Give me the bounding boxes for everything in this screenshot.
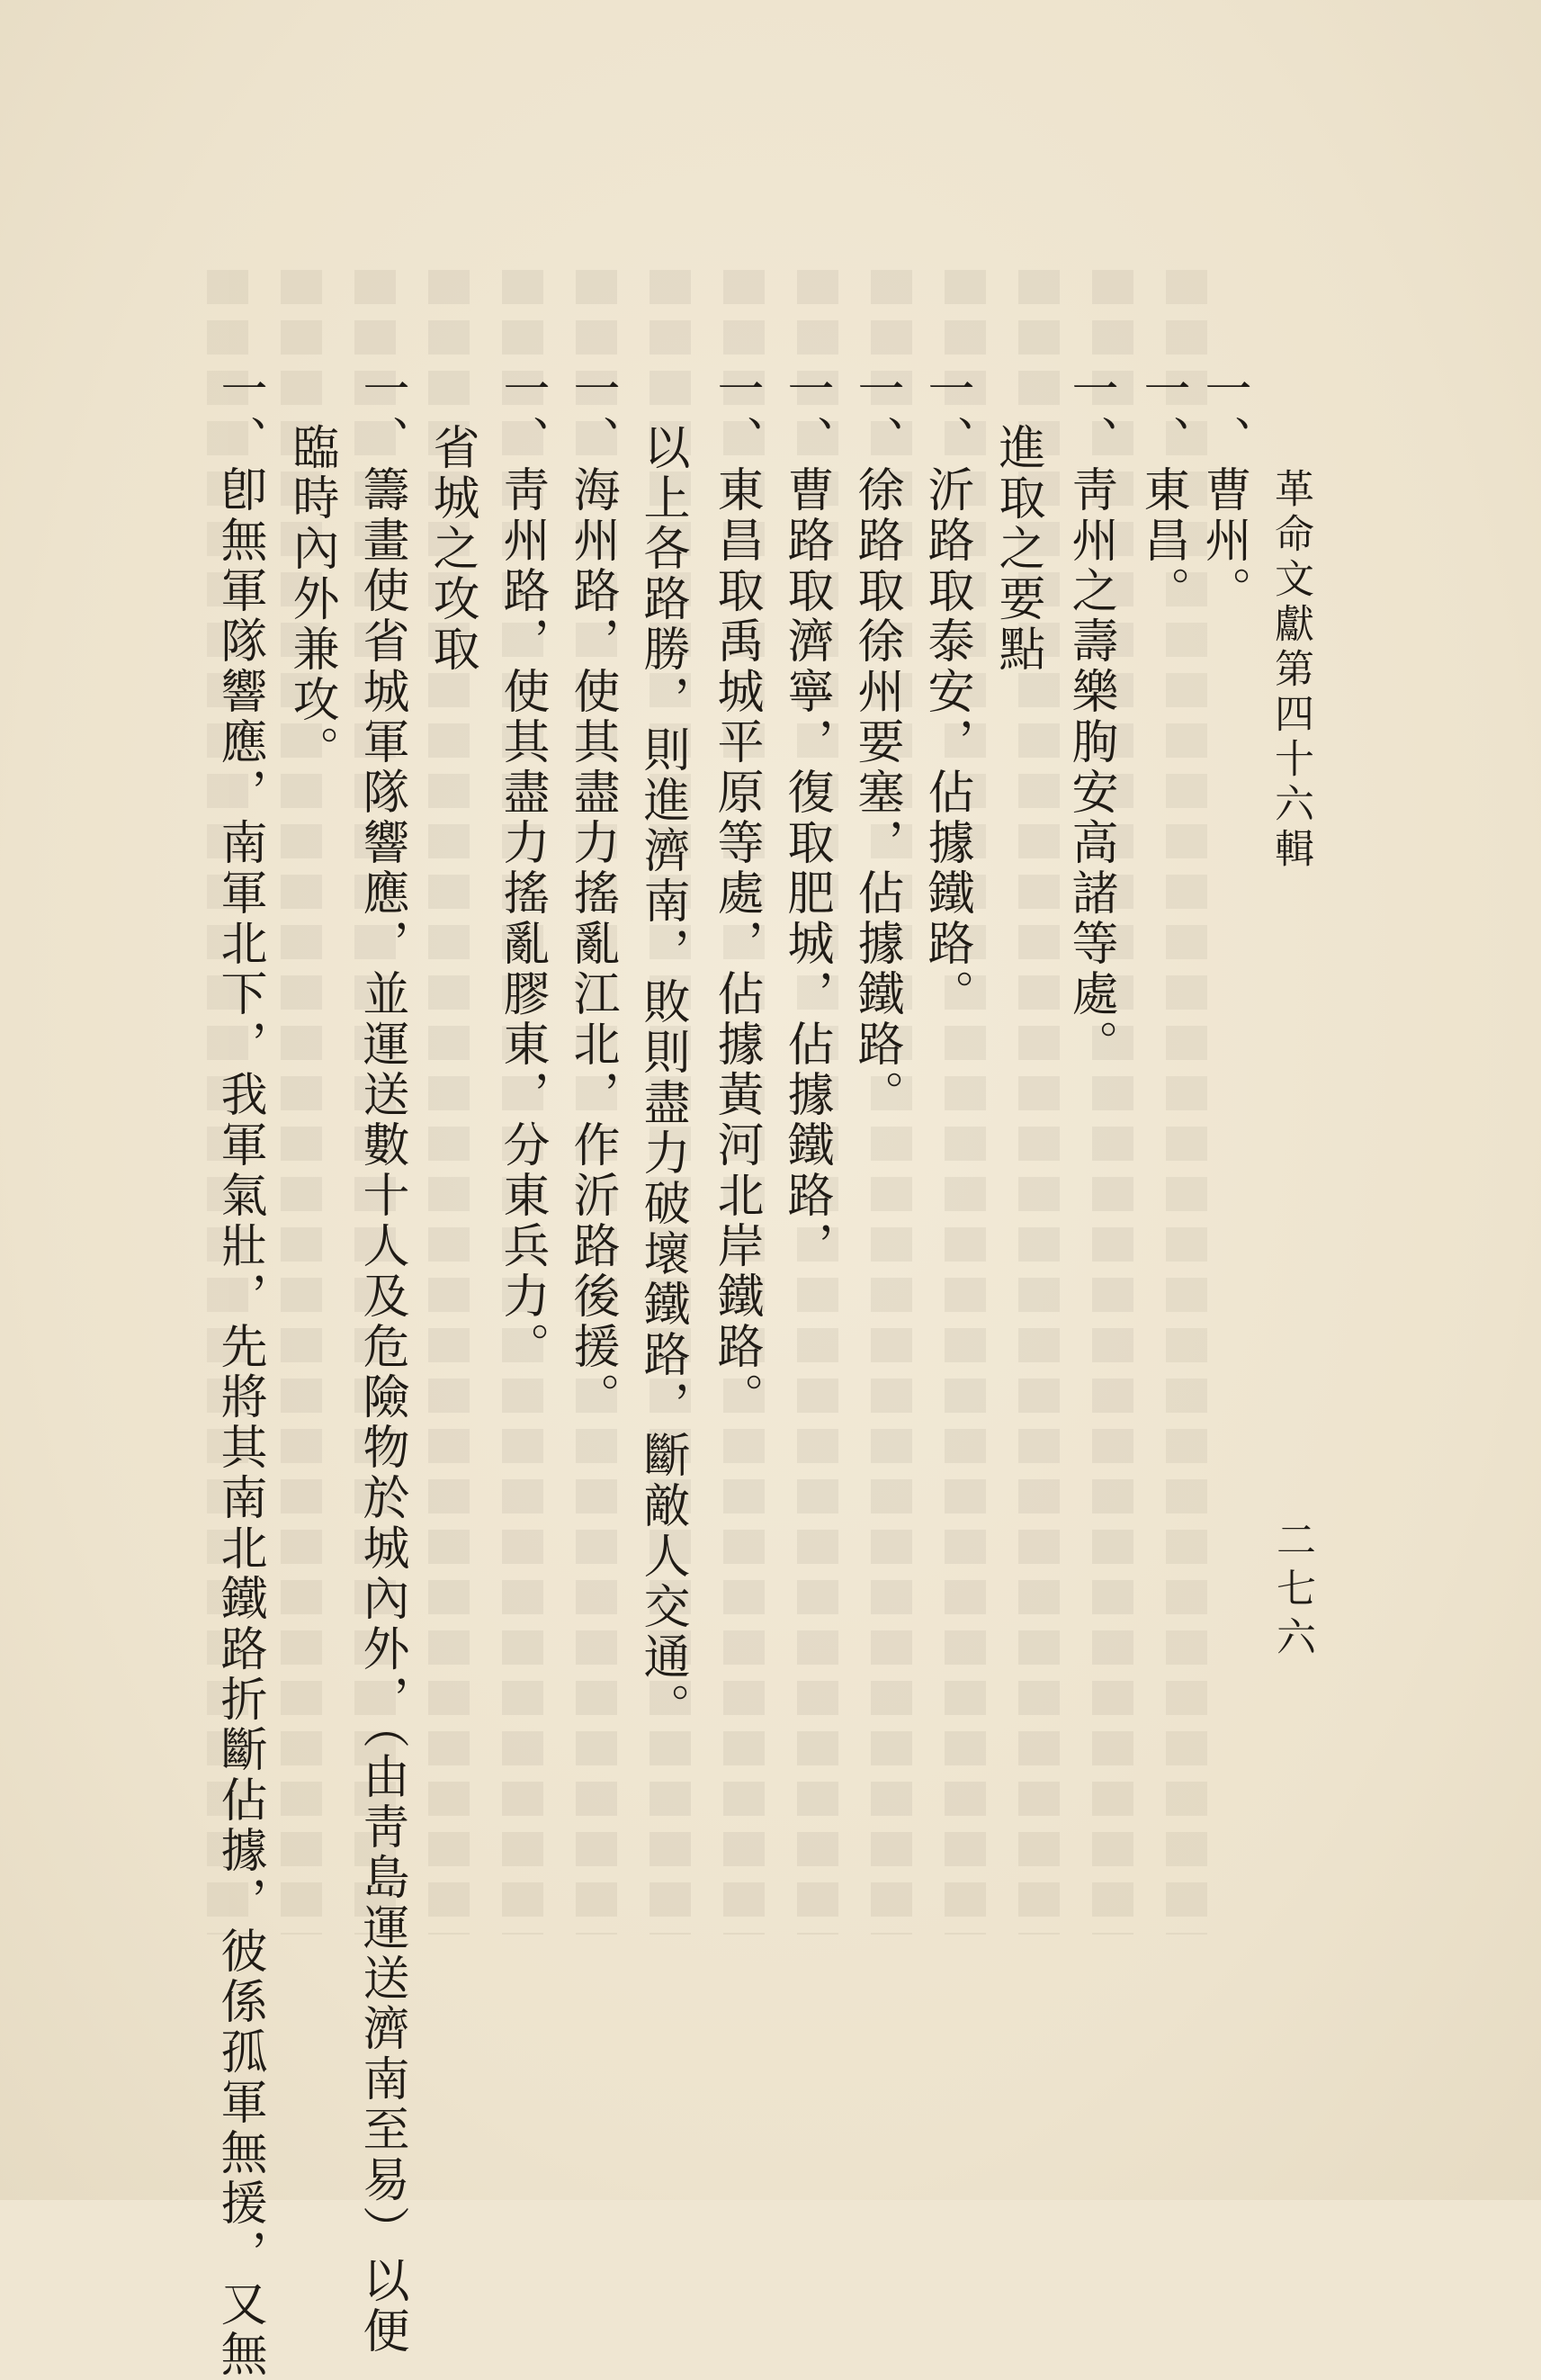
body-line: 一、東昌取禹城平原等處，佔據黃河北岸鐵路。	[709, 364, 763, 1423]
running-title: 革命文獻第四十六輯	[1268, 468, 1313, 873]
page-number: 二七六	[1269, 1519, 1315, 1665]
body-line: 一、卽無軍隊響應，南軍北下，我軍氣壯，先將其南北鐵路折斷佔據，彼係孤軍無援，又無	[212, 364, 266, 2380]
section-heading: 進取之要點	[990, 423, 1044, 675]
body-line: 一、曹路取濟寧，復取肥城，佔據鐵路，	[779, 364, 833, 1271]
body-line: 一、徐路取徐州要塞，佔據鐵路。	[849, 364, 903, 1120]
body-line: 一、沂路取泰安，佔據鐵路。	[919, 364, 973, 1019]
body-line: 一、東昌。	[1135, 364, 1189, 616]
body-line: 一、曹州。	[1196, 364, 1250, 616]
body-line: 一、籌畫使省城軍隊響應，並運送數十人及危險物於城內外，（由靑島運送濟南至易）以便	[354, 364, 408, 2357]
body-line: 一、靑州路，使其盡力搖亂膠東，分東兵力。	[495, 364, 549, 1372]
body-line: 一、靑州之壽樂朐安高諸等處。	[1063, 364, 1117, 1070]
section-heading: 省城之攻取	[425, 423, 479, 675]
body-line: 一、海州路，使其盡力搖亂江北，作沂路後援。	[565, 364, 619, 1423]
body-line: 臨時內外兼攻。	[284, 423, 338, 776]
body-line: 以上各路勝，則進濟南，敗則盡力破壞鐵路，斷敵人交通。	[635, 423, 689, 1733]
